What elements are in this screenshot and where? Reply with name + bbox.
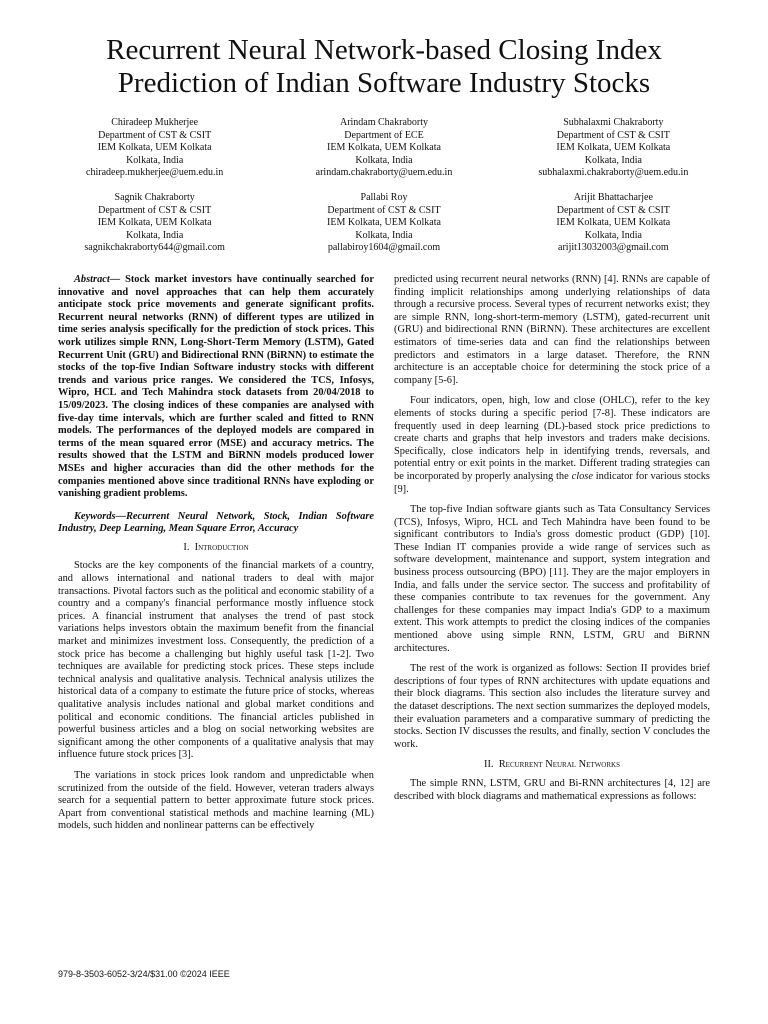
author-name: Pallabi Roy [360,191,408,203]
author-loc: Kolkata, India [126,229,184,241]
section-heading-introduction [58,542,374,555]
section-number: II. [484,759,494,771]
keywords [58,511,374,536]
intro-paragraph-5: The rest of the work is organized as follows: Section II provides brief descriptions of four types of RNN architectures with update equations and their block diagrams. This section also includes the literature survey and the dataset descriptions. The next section summarizes the deployed models, their evaluation parameters and a comparative summary of predicting the stocks. Section IV discusses the results, and finally, section V concludes the work. [394,663,710,750]
para3-end: indicator for various stocks [9]. [394,470,710,495]
author-loc: Kolkata, India [126,154,184,166]
author-inst: IEM Kolkata, UEM Kolkata [97,142,212,154]
author-inst: IEM Kolkata, UEM Kolkata [97,217,212,229]
copyright-footer: 979-8-3503-6052-3/24/$31.00 ©2024 IEEE [58,969,230,979]
author-inst: IEM Kolkata, UEM Kolkata [327,217,441,229]
rnn-paragraph-1: The simple RNN, LSTM, GRU and Bi-RNN architectures [4, 12] are described with block diagrams and mathematical expressions as follows: [394,777,710,802]
right-column [394,274,710,811]
section-number: I. [183,541,190,553]
title-line-2: Prediction of Indian Software Industry Stocks [117,67,651,99]
section-heading-rnn [394,759,710,772]
author-name: Arijit Bhattacharjee [573,191,653,203]
close-term: close [571,470,593,482]
author-4 [40,192,269,255]
author-1 [40,117,269,180]
abstract-label: Abstract— [74,274,121,285]
author-email: arijit13032003@gmail.com [558,242,669,254]
left-column [58,274,374,841]
author-dept: Department of CST & CSIT [327,204,441,216]
author-name: Chiradeep Mukherjee [111,117,199,128]
author-inst: IEM Kolkata, UEM Kolkata [556,142,671,154]
author-dept: Department of CST & CSIT [556,129,670,141]
abstract [58,274,374,501]
author-dept: Department of CST & CSIT [98,129,212,141]
intro-paragraph-1: Stocks are the key components of the financial markets of a country, and allows international and national traders to deal with major transactions. Pivotal factors such as the political and economic stability of a country and a company's financial performance mostly influence stock prices. A financial instrument that analyses the trend of past stock variations helps investors obtain the maximum benefit from the financial market and minimizes investment loss. Consequently, the prediction of a stock price has become a challenging but highly useful task [1-2]. Two techniques are available for predicting stock prices. These steps include technical analysis and qualitative analysis. Technical analysis utilizes the historical data of a company to estimate the future price of stocks, whereas qualitative analysis includes national and global market conditions and political and economic conditions. The financial articles published in powerful business articles and a blog on social networking websites are significant among the other components of a qualitative analysis that may influence future stock prices [3]. [58,560,374,761]
author-inst: IEM Kolkata, UEM Kolkata [327,142,441,154]
author-name: Sagnik Chakraborty [114,191,195,203]
author-dept: Department of CST & CSIT [98,204,212,216]
author-email: sagnikchakraborty644@gmail.com [84,242,225,254]
author-email: arindam.chakraborty@uem.edu.in [315,167,453,179]
author-email: chiradeep.mukherjee@uem.edu.in [86,167,224,179]
author-2 [269,117,498,180]
author-loc: Kolkata, India [355,229,413,241]
author-5 [269,192,498,255]
section-title: Introduction [194,541,249,553]
author-email: pallabiroy1604@gmail.com [327,242,441,254]
author-loc: Kolkata, India [584,229,642,241]
paper-title [40,34,728,100]
intro-paragraph-2-continued: predicted using recurrent neural networks (RNN) [4]. RNNs are capable of finding implicit relationships among underlying relationships of data through a recursive process. Several types of recurrent networks exist; they are simple RNN, long-short-term-memory (LSTM), gated-recurrent unit (GRU) and bidirectional RNN (BiRNN). These architectures are excellent estimators of time-series data and can find the relationships between predictors and estimators in a large dataset. Therefore, the RNN architecture is an acceptable choice for determining the stock price of a company [5-6]. [394,274,710,386]
author-dept: Department of CST & CSIT [556,204,670,216]
author-loc: Kolkata, India [584,154,642,166]
intro-paragraph-2: The variations in stock prices look random and unpredictable when scrutinized from the outside of the field. However, veteran traders always search for a sequential pattern to better approximate future stock prices. Apart from conventional statistical methods and machine learning (ML) models, such hidden and nonlinear patterns can be effectively [58,769,374,832]
title-line-1: Recurrent Neural Network-based Closing Index [106,34,662,66]
keywords-label: Keywords— [74,510,126,522]
para3-text: Four indicators, open, high, low and close (OHLC), refer to the key elements of stocks during a specific period [7-8]. These indicators are frequently used in deep learning (DL)-based stock price predictions to create charts and graphs that help investors and traders make decisions. Specifically, close indicators help in identifying trends, reversals, and potential entry or exit points in the market. Different trading strategies can be incorporated by properly analysing the [394,395,710,482]
section-title: Recurrent Neural Networks [498,759,620,771]
author-email: subhalaxmi.chakraborty@uem.edu.in [538,167,689,179]
author-6 [499,192,728,255]
author-loc: Kolkata, India [355,154,413,166]
author-3 [499,117,728,180]
author-block [40,117,728,255]
intro-paragraph-3 [394,395,710,496]
author-dept: Department of ECE [344,129,424,141]
abstract-text: Stock market investors have continually searched for innovative and novel approaches that can help them accurately anticipate stock price movements and generate significant profits. Recurrent neural networks (RNN) of different types are utilized in time series analysis specifically for the prediction of stock prices. This work utilizes simple RNN, Long-Short-Term Memory (LSTM), Gated Recurrent Unit (GRU) and Bidirectional RNN (BiRNN) to estimate the stocks of the top-five Indian Software industry stocks with different trends and various price ranges. We considered the TCS, Infosys, Wipro, HCL and Tech Mahindra stock datasets from 20/04/2018 to 15/09/2023. The closing indices of these companies are analysed with five-day time intervals, which are further scaled and fitted to RNN models. The performances of the deployed models are compared in terms of the mean squared error (MSE) and accuracy metrics. The results showed that the LSTM and BiRNN models produced lower MSEs and higher accuracies than did the other methods for the companies mentioned above since traditional RNNs have exploding or vanishing gradient problems. [58,274,374,500]
keywords-text: Recurrent Neural Network, Stock, Indian Software Industry, Deep Learning, Mean Square Error, Accuracy [58,510,374,535]
author-name: Subhalaxmi Chakraborty [563,117,664,128]
author-name: Arindam Chakraborty [339,117,429,128]
author-inst: IEM Kolkata, UEM Kolkata [556,217,671,229]
intro-paragraph-4: The top-five Indian software giants such as Tata Consultancy Services (TCS), Infosys, Wipro, HCL and Tech Mahindra have been found to be significant contributors to India's gross domestic product (GDP) [10]. These Indian IT companies provide a wide range of services such as software development, maintenance and support, system integration and business process outsourcing (BPO) [11]. They are the major employers in India, and falls under the service sector. The success and profitability of these companies contribute to tax revenues for the government. Any challenges for these companies may impact India's GDP to a maximum extent. This work attempts to predict the closing indices of the companies mentioned above using simple RNN, LSTM, GRU and BiRNN architectures. [394,504,710,654]
